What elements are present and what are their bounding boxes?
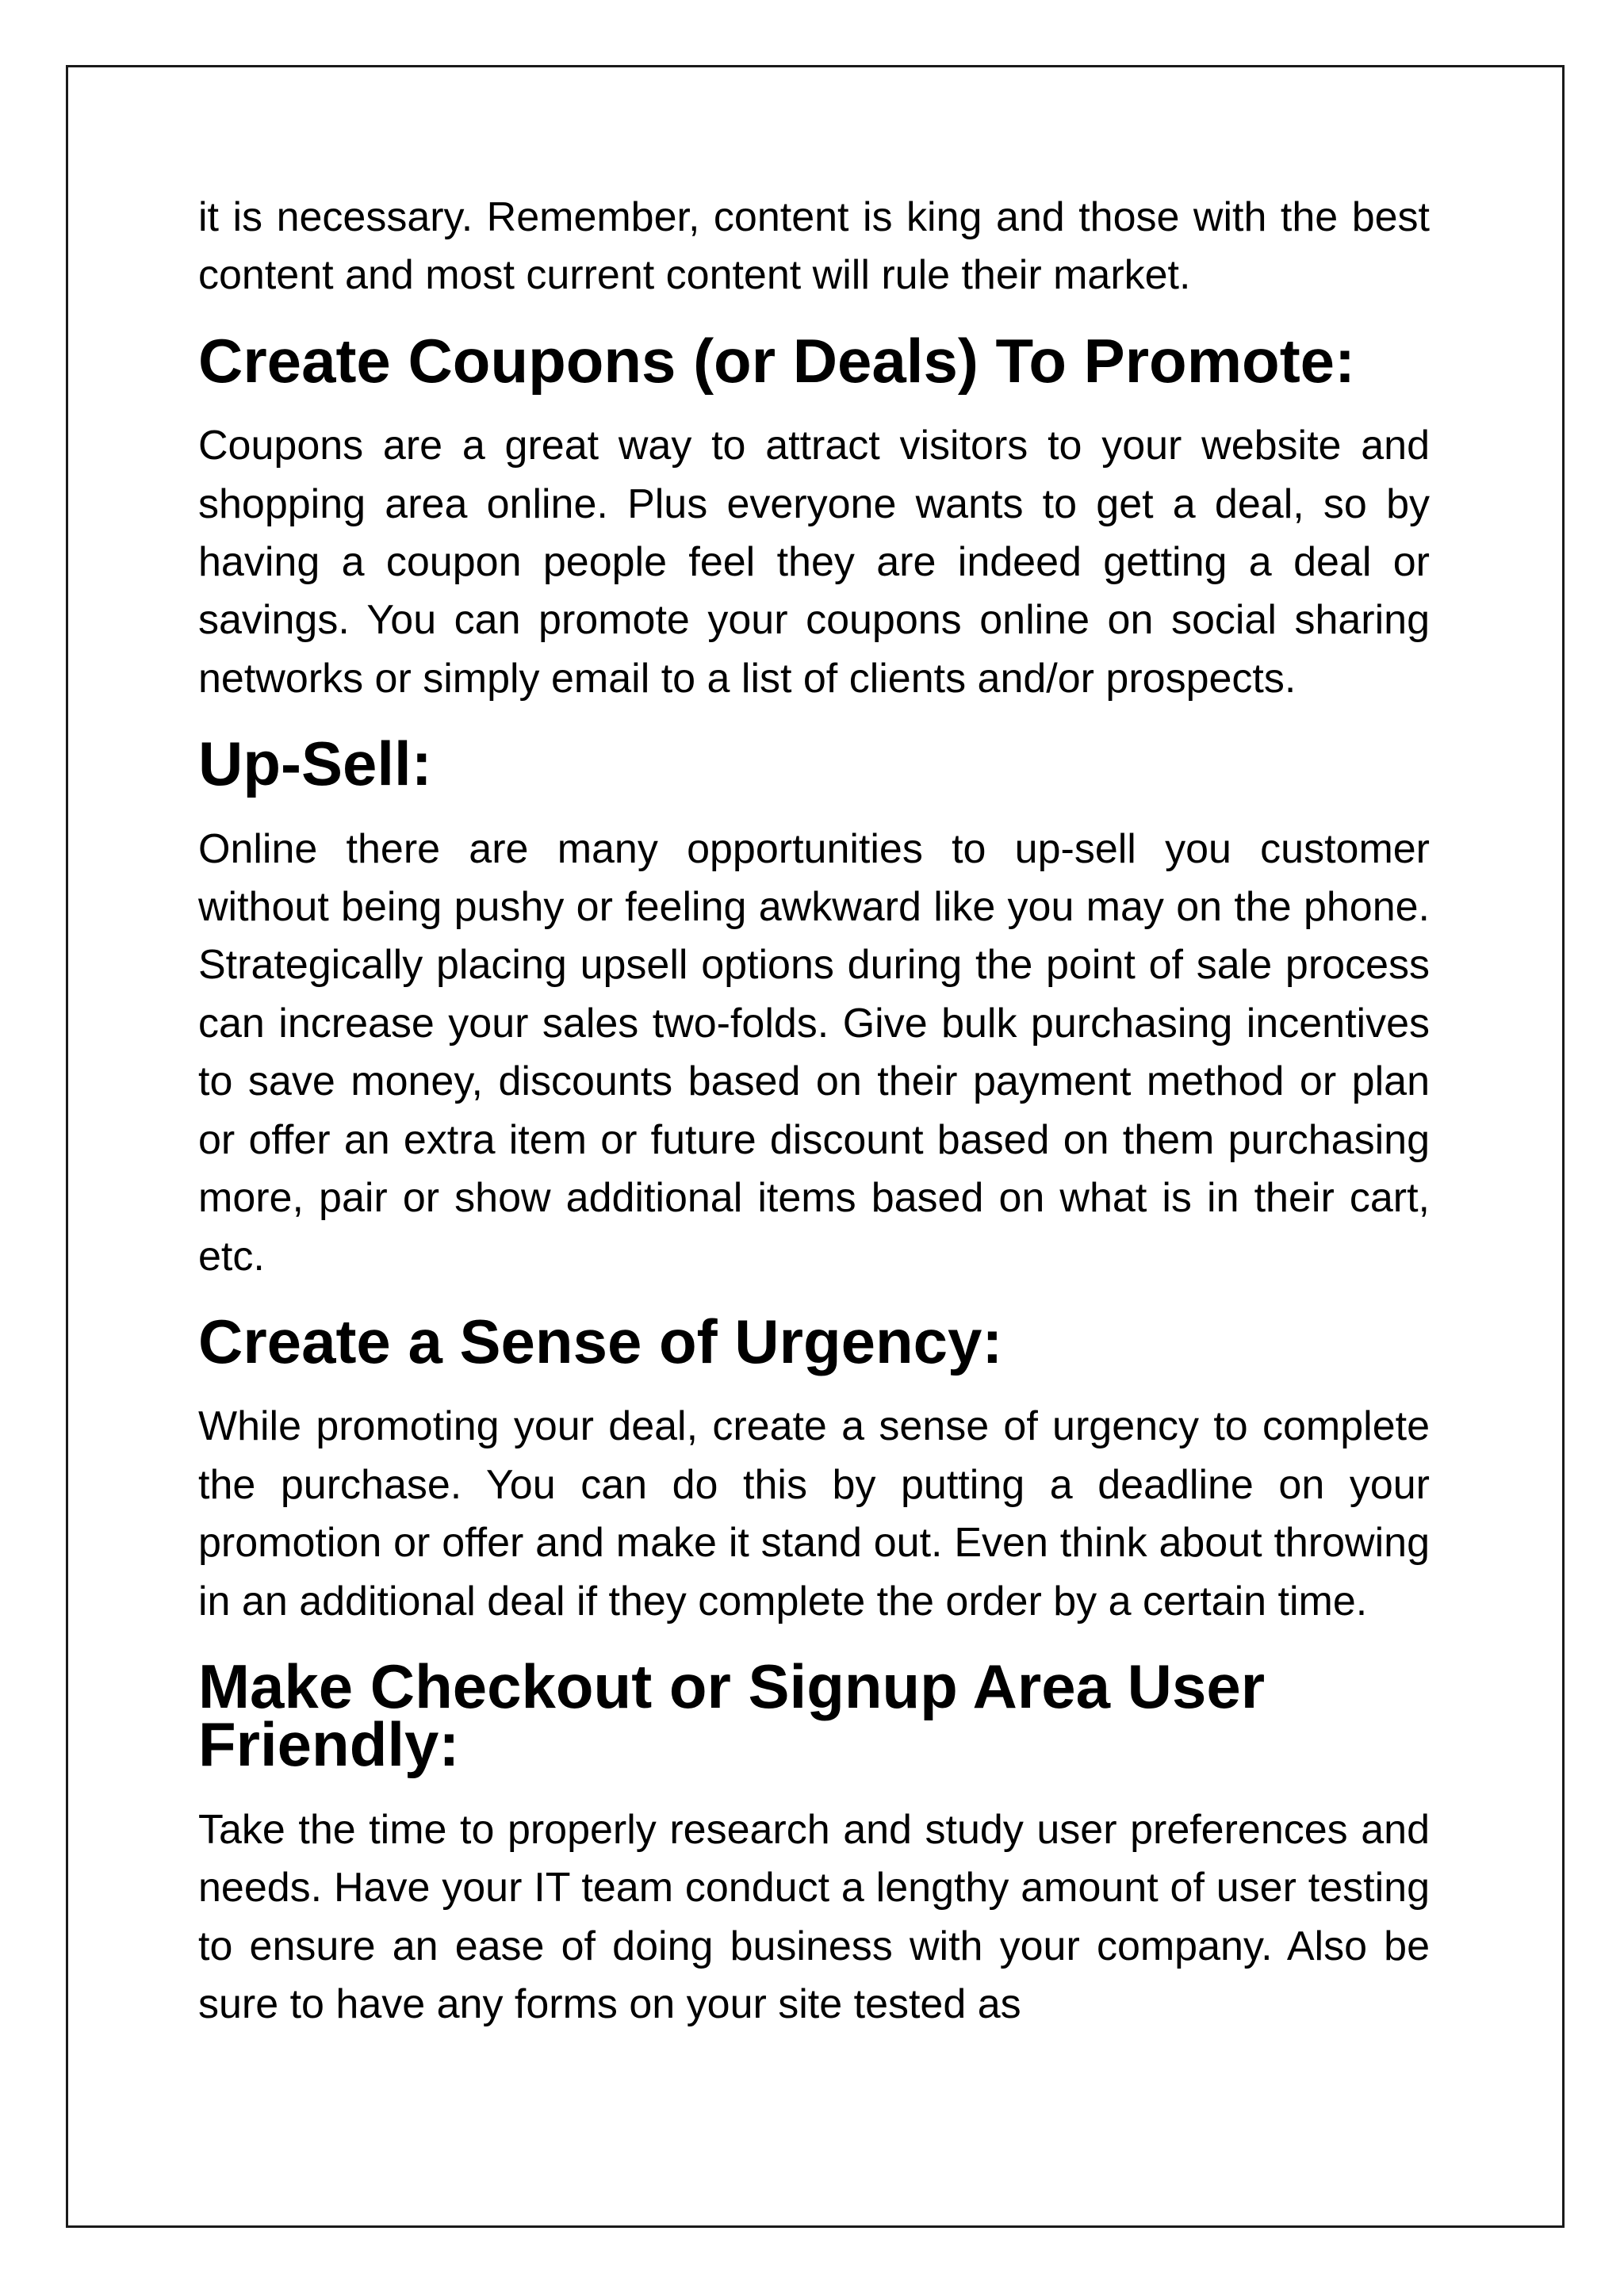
document-body bbox=[198, 189, 1430, 2061]
section-body-coupons: Coupons are a great way to attract visitors to your website and shopping area online. Plus everyone wants to get a deal, so by having a coupon people feel they are indeed getting a deal or savings. You can promote your coupons online on social sharing networks or simply email to a list of clients and/or prospects. bbox=[198, 423, 1430, 702]
section-body-urgency: While promoting your deal, create a sense of urgency to complete the purchase. You can do this by putting a deadline on your promotion or offer and make it stand out. Even think about throwing in an additional deal if they complete the order by a certain time. bbox=[198, 1403, 1430, 1624]
section-body-checkout: Take the time to properly research and study user preferences and needs. Have your IT team conduct a lengthy amount of user testing to ensure an ease of doing business with your company. Also be sure to have any forms on your site tested as bbox=[198, 1806, 1430, 2027]
section-heading-checkout: Make Checkout or Signup Area User Friendly: bbox=[198, 1651, 1266, 1780]
section-heading-upsell: Up-Sell: bbox=[198, 729, 432, 799]
section-body-upsell: Online there are many opportunities to up-sell you customer without being pushy or feeling awkward like you may on the phone. Strategically placing upsell options during the point of sale process can increase your sales two-folds. Give bulk purchasing incentives to save money, discounts based on their payment method or plan or offer an extra item or future discount based on them purchasing more, pair or show additional items based on what is in their cart, etc. bbox=[198, 825, 1430, 1280]
section-heading-urgency: Create a Sense of Urgency: bbox=[198, 1306, 1003, 1376]
section-heading-coupons: Create Coupons (or Deals) To Promote: bbox=[198, 325, 1356, 396]
intro-paragraph: it is necessary. Remember, content is king and those with the best content and most current content will rule their market. bbox=[198, 194, 1430, 299]
